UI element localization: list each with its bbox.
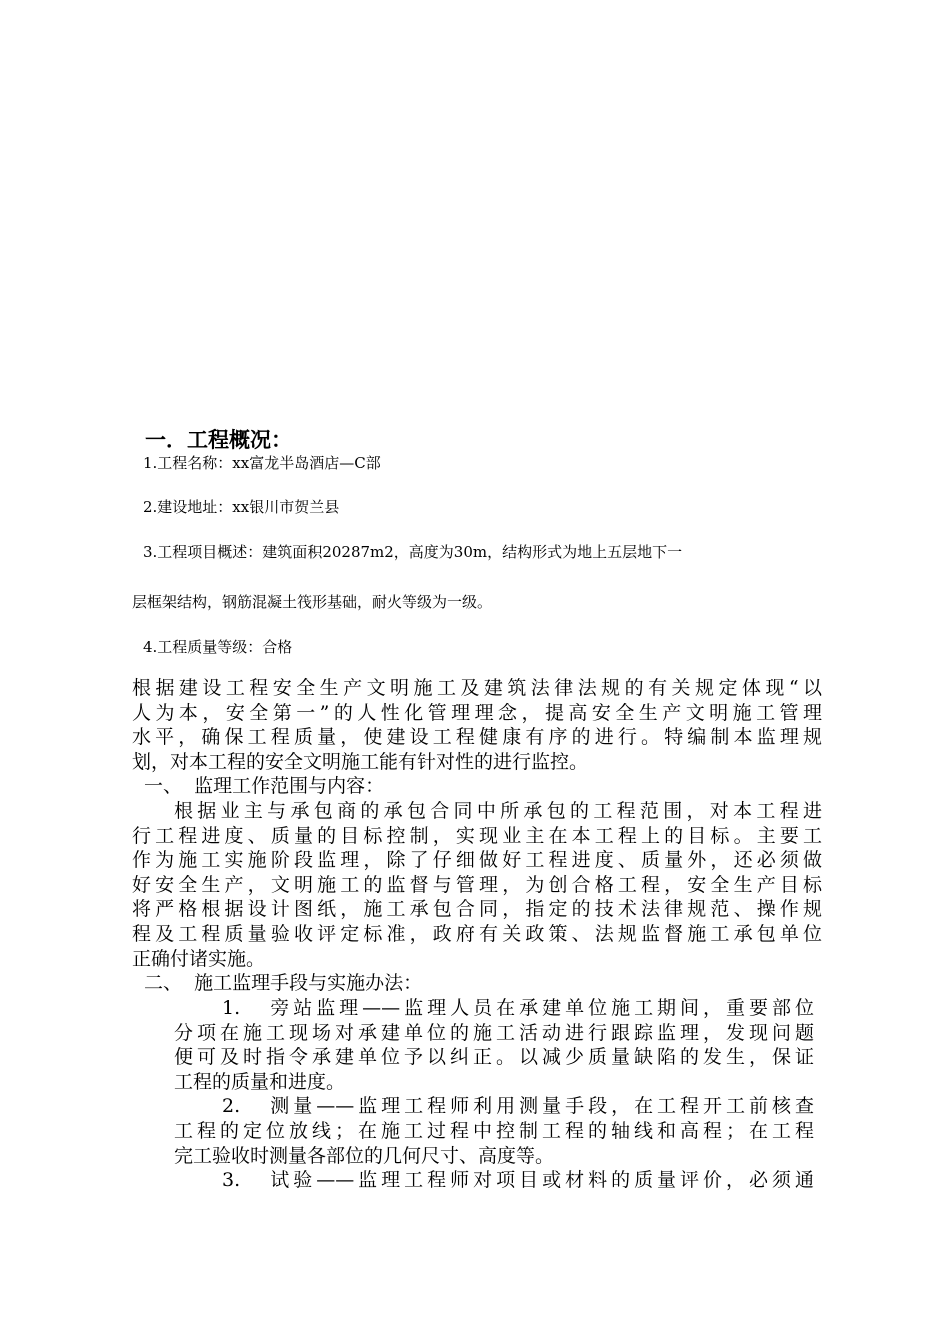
intro-line: 根据建设工程安全生产文明施工及建筑法律法规的有关规定体现“以: [132, 677, 822, 699]
overview-item-3-line-2: 层框架结构，钢筋混凝土筏形基础，耐火等级为一级。: [132, 593, 493, 611]
overview-item-2: 2.建设地址：xx银川市贺兰县: [143, 498, 340, 516]
intro-line: 划，对本工程的安全文明施工能有针对性的进行监控。: [132, 750, 589, 773]
overview-item-1: 1.工程名称：xx富龙半岛酒店—C部: [143, 454, 381, 472]
intro-line: 水平，确保工程质量，使建设工程健康有序的进行。特编制本监理规: [132, 726, 822, 749]
method-2-line: 完工验收时测量各部位的几何尺寸、高度等。: [174, 1144, 555, 1167]
intro-line: 人为本，安全第一”的人性化管理理念，提高安全生产文明施工管理: [132, 701, 822, 724]
section-1-line: 好安全生产，文明施工的监督与管理，为创合格工程，安全生产目标: [132, 873, 822, 896]
method-1-line: 便可及时指令承建单位予以纠正。以减少质量缺陷的发生，保证: [174, 1046, 814, 1069]
method-1-line: 1. 旁站监理——监理人员在承建单位施工期间，重要部位: [222, 997, 814, 1019]
section-1-line: 行工程进度、质量的目标控制，实现业主在本工程上的目标。主要工: [132, 824, 822, 847]
section-1-line: 根据业主与承包商的承包合同中所承包的工程范围，对本工程进: [174, 799, 822, 822]
section-title: 一．工程概况：: [145, 428, 292, 452]
section-1-line: 作为施工实施阶段监理，除了仔细做好工程进度、质量外，还必须做: [132, 849, 822, 872]
section-1-heading: 一、 监理工作范围与内容：: [144, 775, 385, 798]
method-2-line: 2. 测量——监理工程师利用测量手段，在工程开工前核查: [222, 1095, 814, 1118]
intro-paragraph: [132, 676, 822, 996]
section-2-heading: 二、 施工监理手段与实施办法：: [144, 972, 423, 995]
section-1-line: 程及工程质量验收评定标准，政府有关政策、法规监督施工承包单位: [132, 922, 822, 945]
method-2-line: 工程的定位放线；在施工过程中控制工程的轴线和高程；在工程: [174, 1119, 814, 1142]
section-1-line: 将严格根据设计图纸，施工承包合同，指定的技术法律规范、操作规: [132, 898, 822, 921]
section-1-line: 正确付诸实施。: [132, 947, 266, 970]
overview-item-4: 4.工程质量等级：合格: [143, 638, 293, 656]
method-1-line: 工程的质量和进度。: [174, 1070, 346, 1093]
overview-item-3-line-1: 3.工程项目概述：建筑面积20287m2，高度为30m，结构形式为地上五层地下一: [143, 543, 683, 561]
method-3-line: 3. 试验——监理工程师对项目或材料的质量评价，必须通: [222, 1169, 814, 1192]
method-1-line: 分项在施工现场对承建单位的施工活动进行跟踪监理，发现问题: [174, 1021, 814, 1044]
methods-list: [174, 996, 814, 1193]
